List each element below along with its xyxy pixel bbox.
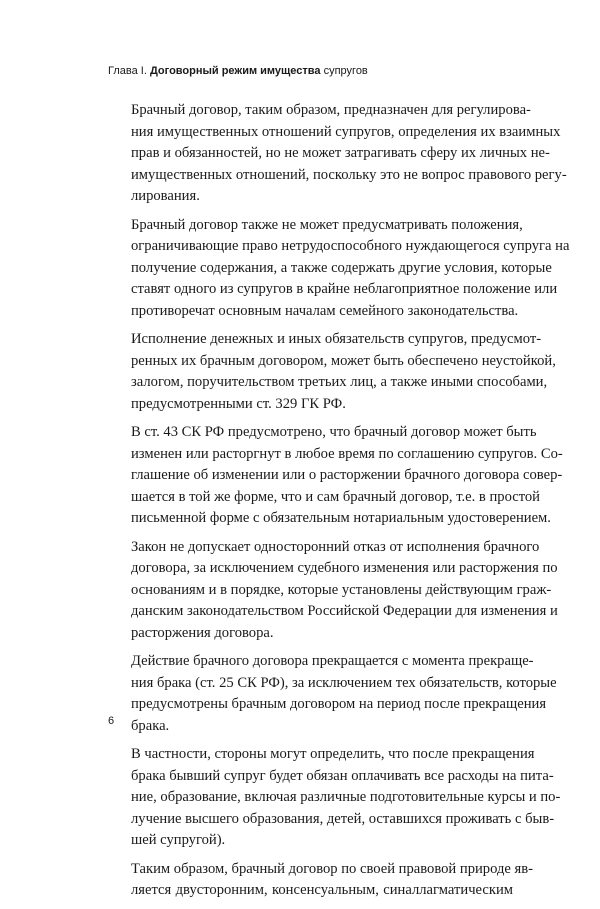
text-line: прав и обязанностей, но не может затрагивать сферу их личных не- — [131, 145, 550, 161]
text-line: Закон не допускает односторонний отказ от исполнения брачного — [131, 538, 540, 555]
paragraph — [108, 422, 563, 530]
text-line: ставят одного из супругов в крайне неблагоприятное положение или — [131, 281, 558, 297]
text-line: изменен или расторгнут в любое время по соглашению супругов. Со- — [131, 445, 563, 462]
text-line: Брачный договор также не может предусматривать положения, — [131, 216, 523, 233]
text-line: ния брака (ст. 25 СК РФ), за исключением тех обязательств, которые — [131, 674, 557, 691]
text-line: шей супругой). — [131, 832, 226, 848]
paragraph — [108, 100, 567, 208]
text-line: глашение об изменении или о расторжении брачного договора совер- — [131, 467, 563, 483]
text-line: предусмотренными ст. 329 ГК РФ. — [131, 395, 346, 412]
text-line: ние, образование, включая различные подготовительные курсы и по- — [131, 789, 561, 805]
text-line: шается в той же форме, что и сам брачный договор, т.е. в простой — [131, 488, 540, 505]
text-line: В частности, стороны могут определить, что после прекращения — [131, 746, 535, 762]
text-line: имущественных отношений, поскольку это не вопрос правового регу- — [131, 166, 567, 183]
text-line: лирования. — [131, 188, 200, 204]
text-line: Действие брачного договора прекращается с момента прекраще- — [131, 653, 534, 669]
paragraph — [108, 744, 561, 852]
chapter-title: Договорный режим имущества — [149, 65, 321, 77]
text-line: Брачный договор, таким образом, предназначен для регулирова- — [131, 102, 531, 118]
paragraph — [108, 859, 533, 902]
text-line: ляется двусторонним, консенсуальным, синаллагматическим — [131, 882, 513, 898]
chapter-suffix: супругов — [323, 65, 368, 77]
text-line: получение содержания, а также содержать другие условия, которые — [131, 259, 552, 276]
body-text — [108, 100, 570, 909]
text-line: ренных их брачным договором, может быть обеспечено неустойкой, — [131, 352, 556, 369]
text-line: брака бывший супруг будет обязан оплачивать все расходы на пита- — [131, 767, 554, 784]
paragraph — [108, 215, 570, 323]
text-line: письменной форме с обязательным нотариальным удостоверением. — [131, 510, 551, 526]
paragraph — [108, 537, 558, 645]
text-line: основаниям и в порядке, которые установлены действующим граж- — [131, 581, 552, 598]
text-line: лучение высшего образования, детей, оставшихся проживать с быв- — [131, 810, 555, 827]
text-line: расторжения договора. — [131, 624, 274, 641]
paragraph — [108, 651, 557, 737]
page-number: 6 — [108, 715, 115, 727]
running-header — [108, 64, 368, 78]
text-line: брака. — [131, 717, 170, 734]
text-line: ограничивающие право нетрудоспособного нуждающегося супруга на — [131, 238, 570, 254]
chapter-prefix: Глава I. — [108, 65, 147, 77]
text-line: данским законодательством Российской Федерации для изменения и — [131, 603, 558, 619]
text-line: договора, за исключением судебного изменения или расторжения по — [131, 560, 558, 576]
text-line: Исполнение денежных и иных обязательств супругов, предусмот- — [131, 331, 542, 347]
text-line: Таким образом, брачный договор по своей правовой природе яв- — [131, 860, 533, 877]
text-line: залогом, поручительством третьих лиц, а также иными способами, — [131, 374, 548, 390]
paragraph — [108, 329, 556, 415]
text-line: противоречат основным началам семейного законодательства. — [131, 302, 519, 319]
text-line: предусмотрены брачным договором на период после прекращения — [131, 696, 547, 712]
text-line: ния имущественных отношений супругов, определения их взаимных — [131, 123, 561, 140]
text-line: В ст. 43 СК РФ предусмотрено, что брачный договор может быть — [131, 424, 537, 440]
